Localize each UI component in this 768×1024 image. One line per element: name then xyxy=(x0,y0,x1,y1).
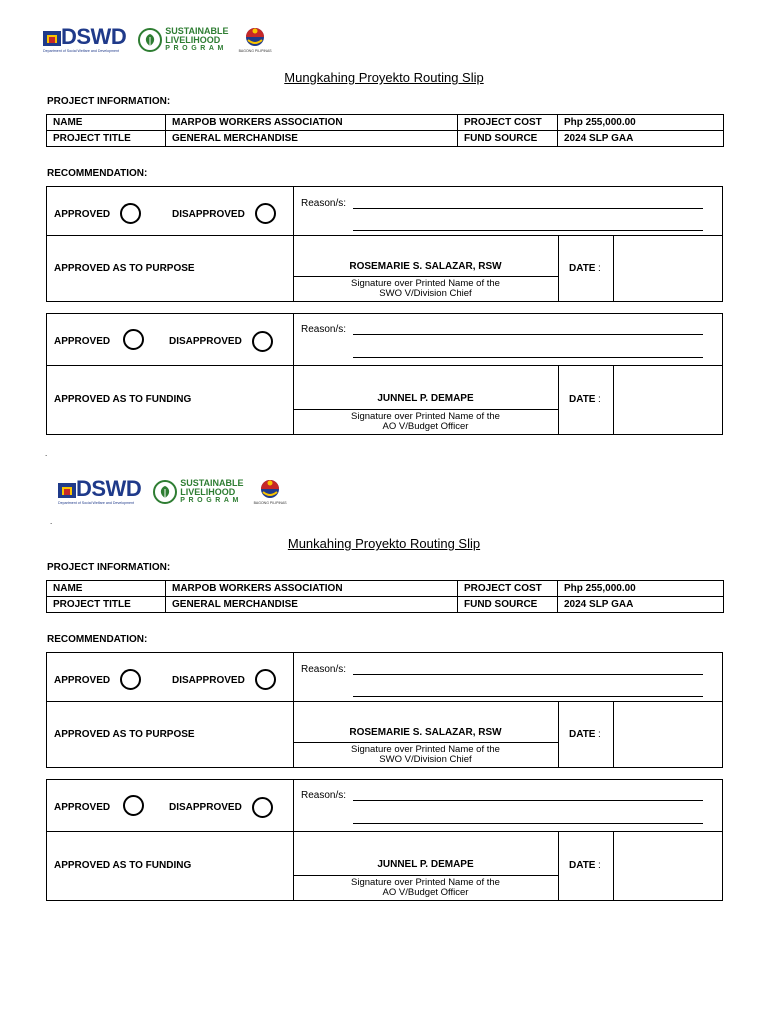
signatory-name: JUNNEL P. DEMAPE xyxy=(377,393,474,404)
fund-source-value: 2024 SLP GAA xyxy=(558,597,724,613)
project-info-table xyxy=(46,580,724,613)
dswd-wordmark: DSWD xyxy=(76,476,142,501)
funding-recommendation-box xyxy=(46,779,723,901)
purpose-recommendation-box xyxy=(46,652,723,768)
disapproved-radio[interactable] xyxy=(255,203,276,224)
date-label: DATE xyxy=(569,860,596,871)
disapproved-label: DISAPPROVED xyxy=(169,336,242,347)
date-field[interactable] xyxy=(614,702,722,767)
reason-line-2[interactable] xyxy=(353,357,703,358)
header-logos xyxy=(43,26,272,53)
signature-caption-line-1: Signature over Printed Name of the xyxy=(351,877,500,888)
approved-radio[interactable] xyxy=(123,795,144,816)
slip-title: Munkahing Proyekto Routing Slip xyxy=(287,536,481,551)
funding-recommendation-box xyxy=(46,313,723,435)
table-row xyxy=(47,115,724,131)
slp-line-1: SUSTAINABLE xyxy=(165,25,229,36)
approved-radio[interactable] xyxy=(120,203,141,224)
project-cost-value: Php 255,000.00 xyxy=(558,115,724,131)
approved-radio[interactable] xyxy=(120,669,141,690)
bagong-pilipinas-caption: BAGONG PILIPINAS xyxy=(253,500,287,505)
signature-caption-line-1: Signature over Printed Name of the xyxy=(351,278,500,289)
table-row xyxy=(47,597,724,613)
reason-line-1[interactable] xyxy=(353,674,703,675)
date-field[interactable] xyxy=(614,236,722,301)
disapproved-label: DISAPPROVED xyxy=(169,802,242,813)
approved-as-to-purpose-label: APPROVED AS TO PURPOSE xyxy=(54,263,195,274)
name-label: NAME xyxy=(47,581,166,597)
table-row xyxy=(47,581,724,597)
signatory-name: JUNNEL P. DEMAPE xyxy=(377,859,474,870)
signature-caption xyxy=(293,279,558,299)
signatory-name: ROSEMARIE S. SALAZAR, RSW xyxy=(349,261,502,272)
dswd-wordmark: DSWD xyxy=(61,24,127,49)
separator-mark: . xyxy=(50,517,53,526)
project-cost-value: Php 255,000.00 xyxy=(558,581,724,597)
signature-caption xyxy=(293,412,558,432)
project-title-label: PROJECT TITLE xyxy=(47,131,166,147)
recommendation-label: RECOMMENDATION: xyxy=(47,168,148,179)
approved-label: APPROVED xyxy=(54,802,111,813)
project-title-value: GENERAL MERCHANDISE xyxy=(166,597,458,613)
bagong-pilipinas-emblem-icon xyxy=(257,479,283,501)
project-title-label: PROJECT TITLE xyxy=(47,597,166,613)
slp-line-3: PROGRAM xyxy=(165,44,227,52)
reason-line-1[interactable] xyxy=(353,334,703,335)
approved-as-to-funding-label: APPROVED AS TO FUNDING xyxy=(54,394,192,405)
fund-source-label: FUND SOURCE xyxy=(458,131,558,147)
approved-label: APPROVED xyxy=(54,336,111,347)
slp-leaf-icon xyxy=(138,28,162,52)
reason-label: Reason/s: xyxy=(301,324,347,335)
date-label: DATE xyxy=(569,263,596,274)
date-field[interactable] xyxy=(614,832,722,900)
bagong-pilipinas-caption: BAGONG PILIPINAS xyxy=(238,48,272,53)
dswd-subtitle: Department of Social Welfare and Development xyxy=(58,501,135,505)
signature-caption-line-1: Signature over Printed Name of the xyxy=(351,411,500,422)
signature-caption xyxy=(293,745,558,765)
slp-leaf-icon xyxy=(153,480,177,504)
dswd-emblem-icon xyxy=(58,480,76,498)
signatory-name: ROSEMARIE S. SALAZAR, RSW xyxy=(349,727,502,738)
approved-label: APPROVED xyxy=(54,675,111,686)
reason-label: Reason/s: xyxy=(301,790,347,801)
signature-caption-line-1: Signature over Printed Name of the xyxy=(351,744,500,755)
project-title-value: GENERAL MERCHANDISE xyxy=(166,131,458,147)
project-info-label: PROJECT INFORMATION: xyxy=(47,96,171,107)
project-info-label: PROJECT INFORMATION: xyxy=(47,562,171,573)
date-colon: : xyxy=(598,263,601,274)
signature-caption-line-2: AO V/Budget Officer xyxy=(382,887,469,898)
bagong-pilipinas-emblem-icon xyxy=(242,27,268,49)
reason-line-2[interactable] xyxy=(353,823,703,824)
date-label: DATE xyxy=(569,729,596,740)
reason-line-2[interactable] xyxy=(353,230,703,231)
approved-radio[interactable] xyxy=(123,329,144,350)
bagong-pilipinas-logo xyxy=(254,479,287,505)
reason-line-2[interactable] xyxy=(353,696,703,697)
slp-line-3: PROGRAM xyxy=(180,496,242,504)
reason-line-1[interactable] xyxy=(353,208,703,209)
slip-title: Mungkahing Proyekto Routing Slip xyxy=(284,70,484,85)
dswd-emblem-icon xyxy=(43,28,61,46)
approved-as-to-purpose-label: APPROVED AS TO PURPOSE xyxy=(54,729,195,740)
signature-caption xyxy=(293,878,558,898)
disapproved-label: DISAPPROVED xyxy=(172,675,245,686)
header-logos xyxy=(58,478,287,505)
recommendation-label: RECOMMENDATION: xyxy=(47,634,148,645)
table-row xyxy=(47,131,724,147)
signature-caption-line-2: SWO V/Division Chief xyxy=(379,754,472,765)
reason-line-1[interactable] xyxy=(353,800,703,801)
purpose-recommendation-box xyxy=(46,186,723,302)
approved-label: APPROVED xyxy=(54,209,111,220)
slp-logo xyxy=(138,27,228,53)
disapproved-radio[interactable] xyxy=(252,331,273,352)
name-label: NAME xyxy=(47,115,166,131)
date-colon: : xyxy=(598,860,601,871)
date-colon: : xyxy=(598,729,601,740)
separator-mark: . xyxy=(45,449,48,458)
date-field[interactable] xyxy=(614,366,722,434)
approved-as-to-funding-label: APPROVED AS TO FUNDING xyxy=(54,860,192,871)
slp-line-1: SUSTAINABLE xyxy=(180,477,244,488)
reason-label: Reason/s: xyxy=(301,664,347,675)
slp-line-2: LIVELIHOOD xyxy=(165,34,221,45)
disapproved-radio[interactable] xyxy=(252,797,273,818)
project-info-table xyxy=(46,114,724,147)
disapproved-radio[interactable] xyxy=(255,669,276,690)
fund-source-label: FUND SOURCE xyxy=(458,597,558,613)
slp-line-2: LIVELIHOOD xyxy=(180,486,236,497)
reason-label: Reason/s: xyxy=(301,198,347,209)
name-value: MARPOB WORKERS ASSOCIATION xyxy=(166,581,458,597)
signature-caption-line-2: AO V/Budget Officer xyxy=(382,421,469,432)
signature-caption-line-2: SWO V/Division Chief xyxy=(379,288,472,299)
dswd-logo xyxy=(58,478,141,505)
dswd-subtitle: Department of Social Welfare and Development xyxy=(43,49,120,53)
name-value: MARPOB WORKERS ASSOCIATION xyxy=(166,115,458,131)
bagong-pilipinas-logo xyxy=(239,27,272,53)
fund-source-value: 2024 SLP GAA xyxy=(558,131,724,147)
date-label: DATE xyxy=(569,394,596,405)
project-cost-label: PROJECT COST xyxy=(458,115,558,131)
slp-logo xyxy=(153,479,243,505)
disapproved-label: DISAPPROVED xyxy=(172,209,245,220)
project-cost-label: PROJECT COST xyxy=(458,581,558,597)
date-colon: : xyxy=(598,394,601,405)
dswd-logo xyxy=(43,26,126,53)
